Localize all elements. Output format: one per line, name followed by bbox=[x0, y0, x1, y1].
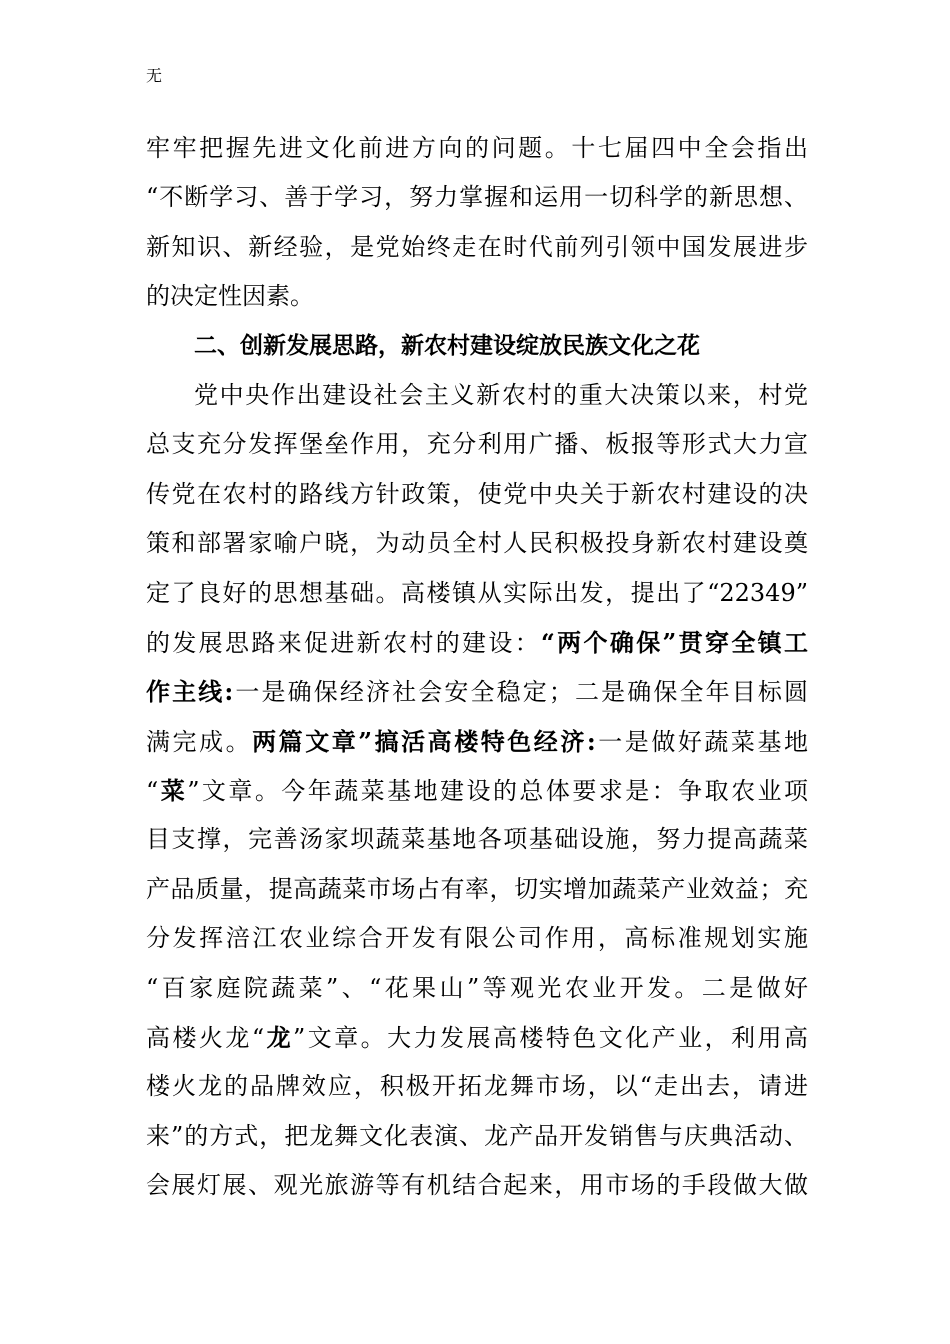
text-span: 高楼火龙“ bbox=[146, 1024, 265, 1053]
text-span: 的决定性因素。 bbox=[146, 282, 314, 311]
text-span: ”文章。大力发展高楼特色文化产业，利用高 bbox=[293, 1024, 808, 1053]
text-span: “ bbox=[146, 777, 159, 806]
heading-text: 二、创新发展思路，新农村建设绽放民族文化之花 bbox=[194, 332, 700, 359]
text-line bbox=[146, 124, 808, 173]
bold-span: 菜 bbox=[158, 776, 188, 806]
bold-span: 作主线: bbox=[146, 677, 234, 707]
text-span: 牢牢把握先进文化前进方向的问题。十七届四中全会指出 bbox=[146, 134, 808, 162]
text-line bbox=[146, 815, 808, 864]
document-body bbox=[146, 124, 808, 1211]
text-line bbox=[146, 1062, 808, 1111]
bold-span: 两篇文章”搞活高楼特色经济: bbox=[252, 726, 596, 756]
text-span: “不断学习、善于学习，努力掌握和运用一切科学的新思想、 bbox=[146, 183, 808, 212]
text-line bbox=[146, 223, 808, 272]
text-span: 的发展思路来促进新农村的建设： bbox=[146, 628, 542, 657]
text-span: 来”的方式，把龙舞文化表演、龙产品开发销售与庆典活动、 bbox=[146, 1121, 808, 1150]
text-line bbox=[146, 667, 808, 716]
page-header: 无 bbox=[146, 66, 163, 85]
text-line bbox=[146, 766, 808, 815]
text-line bbox=[146, 717, 808, 766]
section-heading bbox=[146, 322, 808, 371]
text-line bbox=[146, 1112, 808, 1161]
text-span: 一是做好蔬菜基地 bbox=[595, 727, 808, 756]
text-line bbox=[146, 470, 808, 519]
text-span: 总支充分发挥堡垒作用，充分利用广播、板报等形式大力宣 bbox=[146, 430, 808, 459]
text-line bbox=[146, 1013, 808, 1062]
text-span: 传党在农村的路线方针政策，使党中央关于新农村建设的决 bbox=[146, 479, 808, 508]
text-span: 会展灯展、观光旅游等有机结合起来，用市场的手段做大做 bbox=[146, 1171, 808, 1200]
text-span: 楼火龙的品牌效应，积极开拓龙舞市场，以“走出去，请进 bbox=[146, 1072, 808, 1101]
text-line bbox=[146, 519, 808, 568]
text-span: 定了良好的思想基础。高楼镇从实际出发，提出了“22349” bbox=[146, 578, 808, 607]
text-line bbox=[146, 865, 808, 914]
text-span: 产品质量，提高蔬菜市场占有率，切实增加蔬菜产业效益；充 bbox=[146, 874, 808, 903]
text-span: 分发挥涪江农业综合开发有限公司作用，高标准规划实施 bbox=[146, 924, 808, 953]
text-span: 满完成。 bbox=[146, 727, 253, 756]
text-span: 一是确保经济社会安全稳定；二是确保全年目标圆 bbox=[233, 678, 808, 707]
text-line bbox=[146, 272, 808, 321]
text-span: 新知识、新经验，是党始终走在时代前列引领中国发展进步 bbox=[146, 232, 808, 261]
text-line bbox=[146, 173, 808, 222]
text-line bbox=[146, 569, 808, 618]
text-line bbox=[146, 618, 808, 667]
bold-span: 龙 bbox=[264, 1023, 294, 1053]
text-span: “百家庭院蔬菜”、“花果山”等观光农业开发。二是做好 bbox=[146, 973, 808, 1002]
text-line bbox=[146, 964, 808, 1013]
text-line bbox=[146, 420, 808, 469]
text-line bbox=[146, 1161, 808, 1210]
text-span: 目支撑，完善汤家坝蔬菜基地各项基础设施，努力提高蔬菜 bbox=[146, 825, 808, 854]
bold-span: “两个确保”贯穿全镇工 bbox=[541, 627, 808, 657]
text-line bbox=[146, 371, 808, 420]
text-span: 党中央作出建设社会主义新农村的重大决策以来，村党 bbox=[194, 380, 808, 409]
text-line bbox=[146, 914, 808, 963]
text-span: ”文章。今年蔬菜基地建设的总体要求是：争取农业项 bbox=[187, 777, 808, 806]
text-span: 策和部署家喻户晓，为动员全村人民积极投身新农村建设奠 bbox=[146, 529, 808, 558]
